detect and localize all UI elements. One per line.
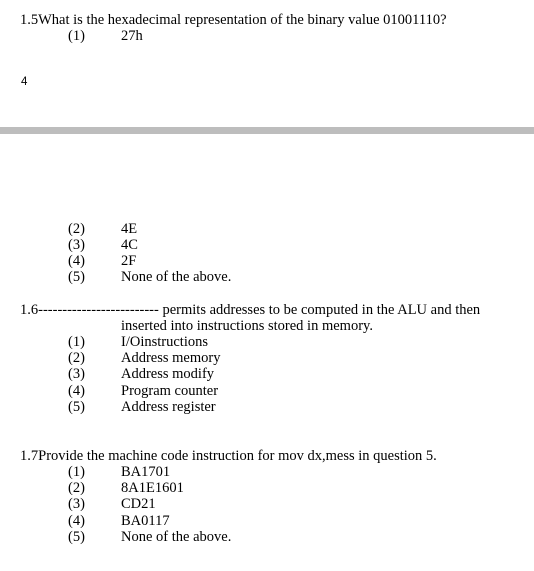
q15-option-5-text: None of the above. [121, 269, 232, 285]
q16-option-1-text: I/Oinstructions [121, 334, 208, 350]
question-1-6-line-2: inserted into instructions stored in memory. [121, 318, 373, 334]
q15-option-5-number: (5) [68, 269, 85, 285]
q17-option-2-number: (2) [68, 480, 85, 496]
question-1-7-text: 1.7Provide the machine code instruction for mov dx,mess in question 5. [20, 448, 437, 464]
q16-option-5-number: (5) [68, 399, 85, 415]
q15-option-1-text: 27h [121, 28, 143, 44]
q17-option-4-number: (4) [68, 513, 85, 529]
q16-option-1-number: (1) [68, 334, 85, 350]
q16-option-2-text: Address memory [121, 350, 221, 366]
q17-option-2-text: 8A1E1601 [121, 480, 184, 496]
q17-option-1-text: BA1701 [121, 464, 171, 480]
question-1-6-line-1: 1.6------------------------- permits addresses to be computed in the ALU and then [20, 302, 481, 318]
question-1-5-text: 1.5What is the hexadecimal representation of the binary value 01001110? [20, 12, 447, 28]
q16-option-5-text: Address register [121, 399, 216, 415]
q16-option-2-number: (2) [68, 350, 85, 366]
q15-option-3-number: (3) [68, 237, 85, 253]
q15-option-4-number: (4) [68, 253, 85, 269]
q15-option-1-number: (1) [68, 28, 85, 44]
q17-option-3-text: CD21 [121, 496, 156, 512]
q17-option-5-number: (5) [68, 529, 85, 545]
q17-option-5-text: None of the above. [121, 529, 232, 545]
q17-option-1-number: (1) [68, 464, 85, 480]
q16-option-3-text: Address modify [121, 366, 215, 382]
q16-option-4-text: Program counter [121, 383, 219, 399]
q15-option-2-number: (2) [68, 221, 85, 237]
page-divider [0, 127, 534, 134]
q17-option-3-number: (3) [68, 496, 85, 512]
q15-option-2-text: 4E [121, 221, 138, 237]
q15-option-3-text: 4C [121, 237, 138, 253]
q16-option-4-number: (4) [68, 383, 85, 399]
page-number: 4 [21, 76, 28, 88]
q17-option-4-text: BA0117 [121, 513, 170, 529]
q16-option-3-number: (3) [68, 366, 85, 382]
q15-option-4-text: 2F [121, 253, 137, 269]
